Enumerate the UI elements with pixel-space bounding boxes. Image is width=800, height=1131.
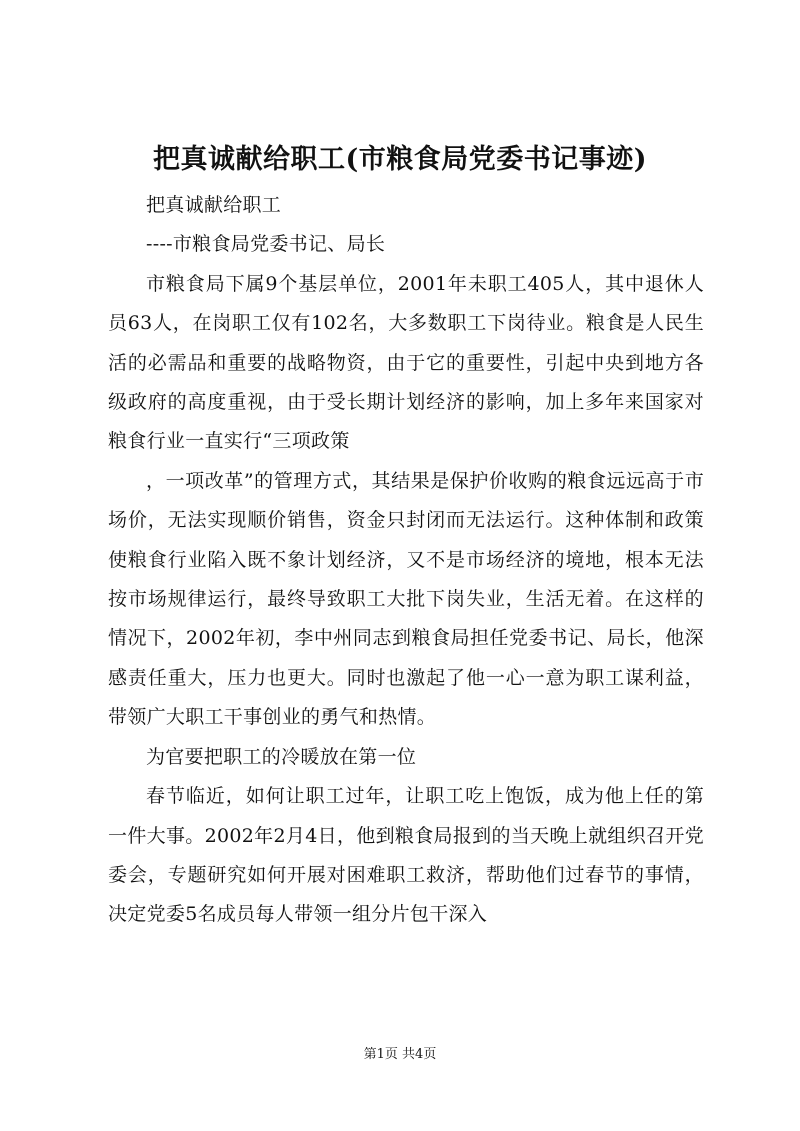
document-title: 把真诚献给职工(市粮食局党委书记事迹) [152,144,648,175]
paragraph-background: ，一项改革”的管理方式，其结果是保护价收购的粮食远远高于市场价，无法实现顺价销售，资金只封闭而无法运行。这种体制和政策使粮食行业陷入既不象计划经济，又不是市场经济的境地，根本无法按市场规律运行，最终导致职工大批下岗失业，生活无着。在这样的情况下，2002年初，李中州同志到粮食局担任党委书记、局长，他深感责任重大，压力也更大。同时也激起了他一心一意为职工谋利益，带领广大职工干事创业的勇气和热情。 [108,469,704,729]
paragraph-intro: 市粮食局下属9个基层单位，2001年未职工405人，其中退休人员63人，在岗职工仅有102名，大多数职工下岗待业。粮食是人民生活的必需品和重要的战略物资，由于它的重要性，引起中央到地方各级政府的高度重视，由于受长期计划经济的影响，加上多年来国家对粮食行业一直实行“三项政策 [108,272,704,453]
document-body [108,186,704,935]
paragraph-author-line: ----市粮食局党委书记、局长 [146,233,386,256]
paragraph-subtitle: 把真诚献给职工 [146,194,282,216]
paragraph-spring-festival: 春节临近，如何让职工过年，让职工吃上饱饭，成为他上任的第一件大事。2002年2月4日，他到粮食局报到的当天晚上就组织召开党委会，专题研究如何开展对困难职工救济，帮助他们过春节的事情，决定党委5名成员每人带领一组分片包干深入 [108,785,704,926]
page-number-footer: 第1页 共4页 [363,1047,437,1062]
paragraph-section-heading: 为官要把职工的冷暖放在第一位 [146,745,417,768]
